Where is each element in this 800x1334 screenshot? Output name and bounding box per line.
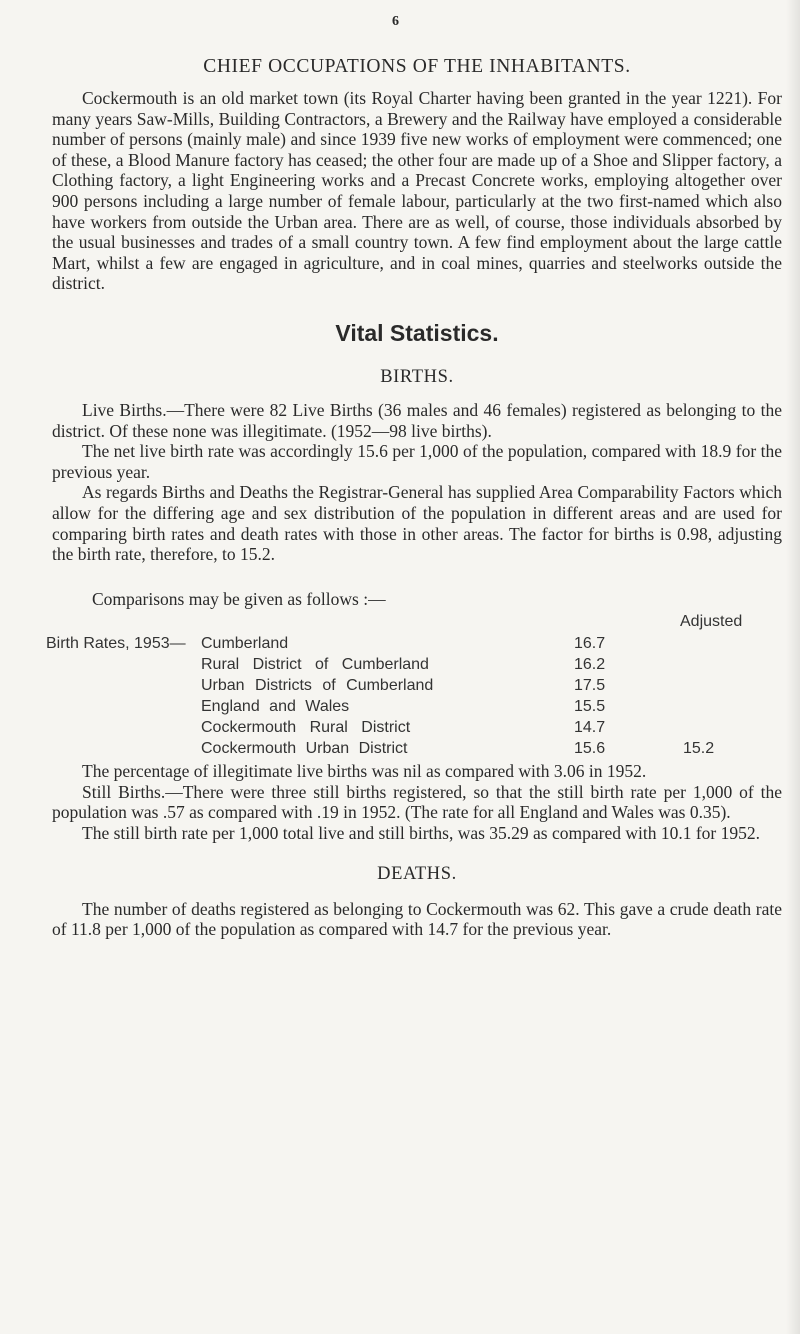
comparison-area: England and Wales bbox=[201, 698, 350, 716]
comparison-lead-label: Birth Rates, 1953— bbox=[46, 635, 186, 653]
comparisons-intro: Comparisons may be given as follows :— bbox=[92, 588, 386, 609]
still-birth-rate-paragraph: The still birth rate per 1,000 total live and still births, was 35.29 as compared with 10.1 for 1952. bbox=[82, 823, 760, 844]
births-heading: BIRTHS. bbox=[380, 366, 454, 387]
deaths-heading: DEATHS. bbox=[377, 863, 457, 884]
adjusted-column-header: Adjusted bbox=[680, 613, 743, 631]
deaths-paragraph: The number of deaths registered as belonging to Cockermouth was 62. This gave a crude death rate of 11.8 per 1,000 of the population as compared with 14.7 for the previous year. bbox=[52, 898, 782, 940]
comparison-area: Urban Districts of Cumberland bbox=[201, 677, 434, 695]
comparison-area: Cockermouth Urban District bbox=[201, 740, 408, 758]
comparison-rate: 14.7 bbox=[574, 719, 606, 737]
live-births-paragraph: Live Births.—There were 82 Live Births (36 males and 46 females) registered as belonging to the district. Of these none was illegitimate. (1952—98 live births). bbox=[52, 399, 782, 441]
comparability-paragraph: As regards Births and Deaths the Registrar-General has supplied Area Comparability Factors which allow for the differing age and sex distribution of the population in different areas and are used for comparing birth rates and death rates with those in other areas. The factor for births is 0.98, adjusting the birth rate, therefore, to 15.2. bbox=[52, 482, 782, 565]
comparison-rate: 17.5 bbox=[574, 677, 606, 695]
comparison-rate: 15.6 bbox=[574, 740, 606, 758]
document-page bbox=[46, 56, 782, 940]
vital-statistics-heading: Vital Statistics. bbox=[335, 319, 499, 346]
illegitimate-paragraph: The percentage of illegitimate live births was nil as compared with 3.06 in 1952. bbox=[82, 761, 647, 782]
page-number: 6 bbox=[392, 14, 399, 29]
occupations-paragraph: Cockermouth is an old market town (its Royal Charter having been granted in the year 1221). For many years Saw-Mills, Building Contractors, a Brewery and the Railway have employed a considerable number of persons (mainly male) and since 1939 five new works of employment were commenced; one of these, a Blood Manure factory has ceased; the other four are made up of a Shoe and Slipper factory, a Clothing factory, a light Engineering works and a Precast Concrete works, employing altogether over 900 persons including a large number of female labour, particularly at the two first-named which also have workers from outside the Urban area. There are as well, of course, those individuals absorbed by the usual businesses and trades of a small country town. A few find employment about the large cattle Mart, whilst a few are engaged in agriculture, and in coal mines, quarries and steelworks outside the district. bbox=[52, 88, 782, 294]
comparison-adjusted-rate: 15.2 bbox=[683, 740, 715, 758]
comparison-area: Cumberland bbox=[201, 635, 289, 653]
comparison-rate: 16.2 bbox=[574, 656, 606, 674]
birth-rate-paragraph: The net live birth rate was accordingly 15.6 per 1,000 of the population, compared with 18.9 for the previous year. bbox=[52, 441, 782, 482]
comparison-rate: 16.7 bbox=[574, 635, 606, 653]
occupations-heading: CHIEF OCCUPATIONS OF THE INHABITANTS. bbox=[203, 56, 631, 77]
comparison-area: Cockermouth Rural District bbox=[201, 719, 411, 737]
comparison-area: Rural District of Cumberland bbox=[201, 656, 429, 674]
still-births-paragraph: Still Births.—There were three still births registered, so that the still birth rate per 1,000 of the population was .57 as compared with .19 in 1952. (The rate for all England and Wales was 0.35). bbox=[52, 781, 782, 823]
comparison-rate: 15.5 bbox=[574, 698, 606, 716]
page-edge-shadow bbox=[786, 0, 800, 1334]
birth-rate-comparison-table bbox=[46, 609, 782, 761]
